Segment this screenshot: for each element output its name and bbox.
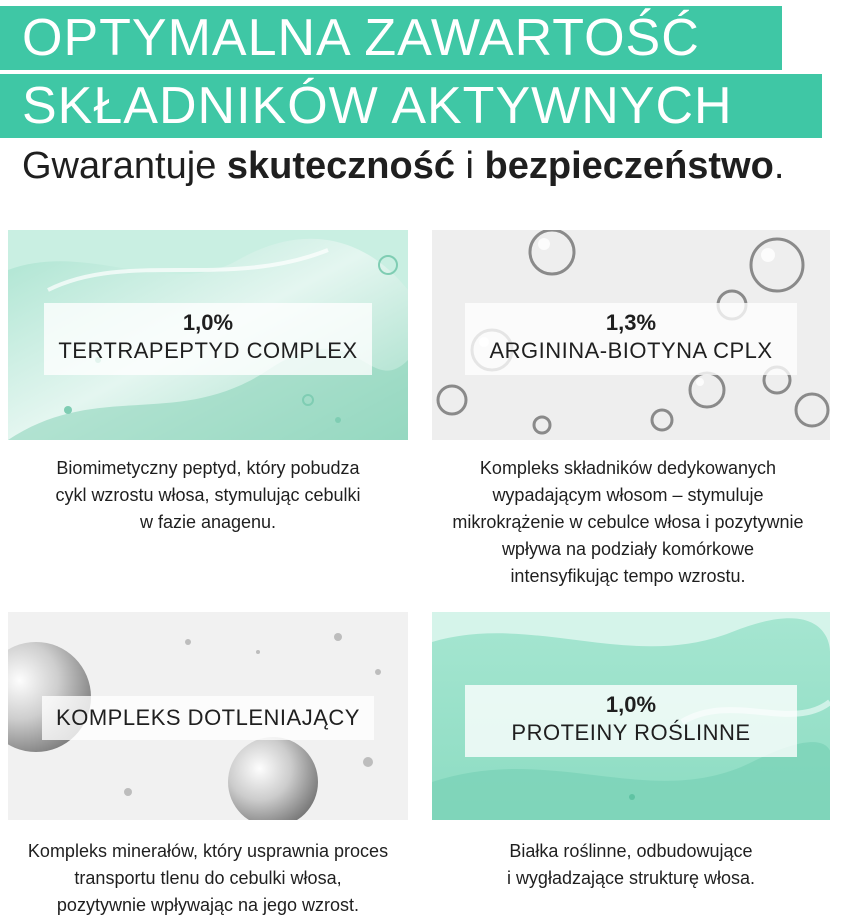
ingredient-name: ARGININA-BIOTYNA CPLX xyxy=(489,338,773,363)
subtitle-emphasis-1: skuteczność xyxy=(226,145,455,187)
ingredient-image-2 xyxy=(432,230,830,440)
headline-text-1: OPTYMALNA ZAWARTOŚĆ xyxy=(22,9,700,67)
ingredient-label-2 xyxy=(465,303,797,375)
description-line: wypadającym włosom – stymuluje xyxy=(492,485,764,505)
ingredient-label-4 xyxy=(465,685,797,757)
ingredient-label-1 xyxy=(44,303,372,375)
headline-line-1 xyxy=(0,6,782,70)
ingredient-label-3 xyxy=(42,696,374,740)
subtitle xyxy=(22,145,784,188)
ingredient-name: TERTRAPEPTYD COMPLEX xyxy=(58,338,358,363)
description-line: intensyfikując tempo wzrostu. xyxy=(510,566,746,586)
description-line: wpływa na podziały komórkowe xyxy=(501,539,755,559)
description-line: w fazie anagenu. xyxy=(139,512,277,532)
description-line: Biomimetyczny peptyd, który pobudza xyxy=(56,458,360,478)
subtitle-text-mid: i xyxy=(454,145,485,187)
ingredient-image-4 xyxy=(432,612,830,820)
ingredient-image-3 xyxy=(8,612,408,820)
ingredient-percent: 1,0% xyxy=(182,310,234,335)
subtitle-text: Gwarantuje xyxy=(22,145,227,187)
headline-line-2 xyxy=(0,74,822,138)
subtitle-emphasis-2: bezpieczeństwo xyxy=(484,145,774,187)
description-line: i wygładzające strukturę włosa. xyxy=(506,868,756,888)
headline-text-2: SKŁADNIKÓW AKTYWNYCH xyxy=(22,77,733,135)
description-line: pozytywnie wpływając na jego wzrost. xyxy=(56,895,360,915)
description-line: transportu tlenu do cebulki włosa, xyxy=(74,868,342,888)
description-line: cykl wzrostu włosa, stymulując cebulki xyxy=(55,485,361,505)
description-line: Białka roślinne, odbudowujące xyxy=(509,841,753,861)
subtitle-period: . xyxy=(773,145,785,187)
ingredient-description-4 xyxy=(432,838,830,892)
description-line: Kompleks składników dedykowanych xyxy=(479,458,777,478)
description-line: Kompleks minerałów, który usprawnia proces xyxy=(27,841,389,861)
ingredient-description-3 xyxy=(0,838,416,919)
ingredient-description-1 xyxy=(8,455,408,536)
ingredient-percent: 1,3% xyxy=(605,310,657,335)
ingredient-name: KOMPLEKS DOTLENIAJĄCY xyxy=(56,705,360,730)
description-line: mikrokrążenie w cebulce włosa i pozytywnie xyxy=(452,512,804,532)
ingredient-image-1 xyxy=(8,230,408,440)
ingredient-description-2 xyxy=(418,455,838,590)
ingredient-percent: 1,0% xyxy=(605,692,657,717)
ingredient-name: PROTEINY ROŚLINNE xyxy=(511,720,751,745)
